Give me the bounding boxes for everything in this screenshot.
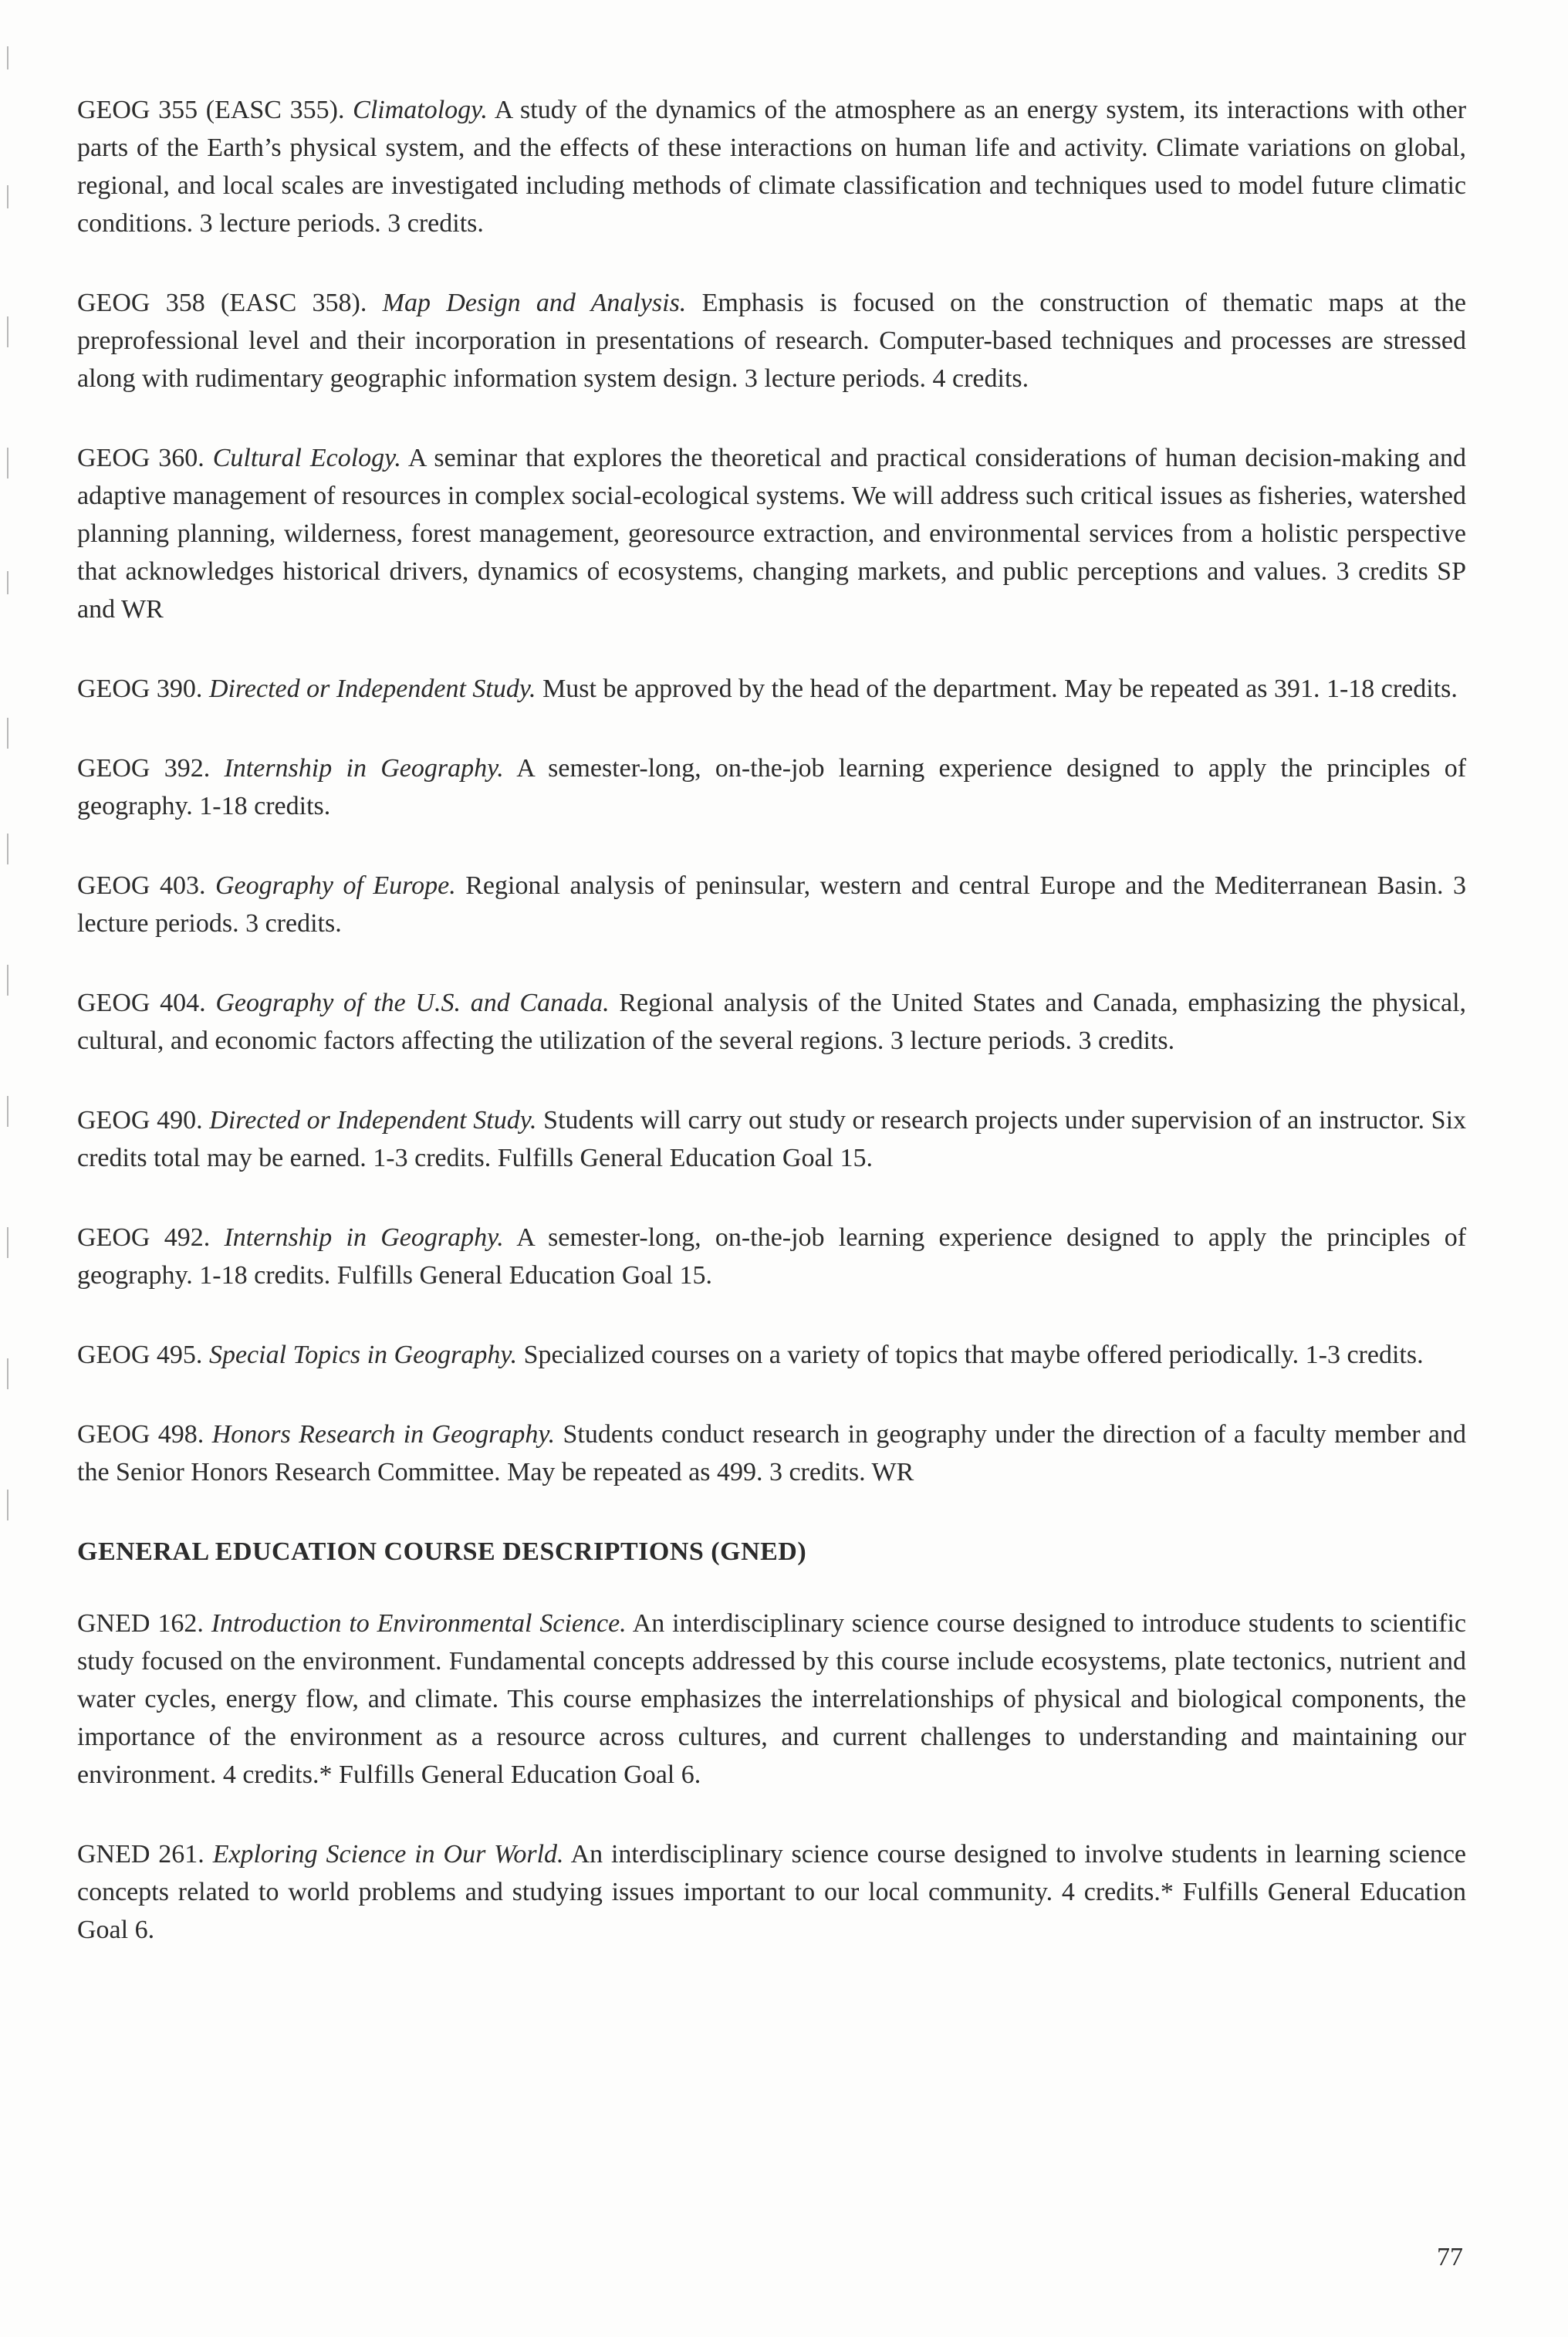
course-title: Climatology. xyxy=(353,96,488,124)
course-code: GEOG 404. xyxy=(77,989,206,1017)
course-description: Regional analysis of peninsular, western and central Europe and the Mediterranean Basin. 3 lecture periods. 3 credits. xyxy=(77,871,1467,938)
scan-edge-mark xyxy=(7,834,8,864)
course-description: Students conduct research in geography under the direction of a faculty member and the Senior Honors Research Committee. May be repeated as 499. 3 credits. WR xyxy=(77,1420,1467,1486)
course-title: Directed or Independent Study. xyxy=(209,1106,537,1135)
course-title: Geography of the U.S. and Canada. xyxy=(215,989,610,1017)
section-heading-gned: GENERAL EDUCATION COURSE DESCRIPTIONS (GNED) xyxy=(77,1537,807,1566)
course-title: Cultural Ecology. xyxy=(212,444,401,472)
course-entry-geog-358 xyxy=(77,284,1466,397)
course-entry-geog-390 xyxy=(77,670,1466,708)
course-code: GEOG 392. xyxy=(77,754,211,783)
course-entry-geog-355 xyxy=(77,91,1466,242)
scan-edge-mark xyxy=(7,316,8,347)
course-title: Map Design and Analysis. xyxy=(382,289,687,317)
course-code: GEOG 358 (EASC 358). xyxy=(77,289,367,317)
scan-edge-mark xyxy=(7,1096,8,1127)
course-description: Must be approved by the head of the department. May be repeated as 391. 1-18 credits. xyxy=(542,675,1458,703)
course-title: Exploring Science in Our World. xyxy=(212,1840,564,1869)
scan-edge-mark xyxy=(7,1490,8,1520)
course-title: Directed or Independent Study. xyxy=(208,675,536,703)
course-description: Emphasis is focused on the construction of thematic maps at the preprofessional level and their incorporation in presentations of research. Computer-based techniques and processes are stressed along with rudimentary geographic information system design. 3 lecture periods. 4 credits. xyxy=(77,289,1467,393)
course-entry-geog-490 xyxy=(77,1101,1466,1177)
course-description: An interdisciplinary science course designed to introduce students to scientific study focused on the environment. Fundamental concepts addressed by this course include ecosystems, plate tectonics, nutrient and water cycles, energy flow, and climate. This course emphasizes the interrelationships of physical and biological components, the importance of the environment as a resource across cultures, and current challenges to understanding and maintaining our environment. 4 credits.* Fulfills General Education Goal 6. xyxy=(77,1609,1467,1789)
course-entry-geog-498 xyxy=(77,1415,1466,1491)
course-code: GNED 261. xyxy=(77,1840,204,1869)
course-description: Regional analysis of the United States and Canada, emphasizing the physical, cultural, and economic factors affecting the utilization of the several regions. 3 lecture periods. 3 credits. xyxy=(77,989,1467,1055)
course-code: GEOG 492. xyxy=(77,1223,211,1252)
course-title: Introduction to Environmental Science. xyxy=(211,1609,627,1638)
course-description: A semester-long, on-the-job learning experience designed to apply the principles of geography. 1-18 credits. Fulfills General Education Goal 15. xyxy=(77,1223,1467,1290)
course-description: A study of the dynamics of the atmosphere as an energy system, its interactions with other parts of the Earth’s physical system, and the effects of these interactions on human life and activity. Climate variations on global, regional, and local scales are investigated including methods of climate classification and techniques used to model future climatic conditions. 3 lecture periods. 3 credits. xyxy=(77,96,1467,238)
course-code: GEOG 360. xyxy=(77,444,204,472)
course-description: A seminar that explores the theoretical and practical considerations of human decision-making and adaptive management of resources in complex social-ecological systems. We will address such critical issues as fisheries, watershed planning planning, wilderness, forest management, georesource extraction, and environmental services from a holistic perspective that acknowledges historical drivers, dynamics of ecosystems, changing markets, and public perceptions and values. 3 credits SP and WR xyxy=(77,444,1466,624)
course-title: Internship in Geography. xyxy=(224,754,504,783)
scan-edge-mark xyxy=(7,448,8,479)
scan-edge-mark xyxy=(7,1358,8,1389)
course-title: Special Topics in Geography. xyxy=(208,1341,518,1369)
course-code: GEOG 490. xyxy=(77,1106,203,1135)
course-entry-geog-392 xyxy=(77,749,1466,825)
scan-edge-mark xyxy=(7,46,8,69)
course-entry-gned-162 xyxy=(77,1605,1466,1794)
scan-edge-mark xyxy=(7,718,8,749)
scan-edge-mark xyxy=(7,1227,8,1258)
course-code: GEOG 498. xyxy=(77,1420,204,1449)
course-description: Specialized courses on a variety of topics that maybe offered periodically. 1-3 credits. xyxy=(523,1341,1424,1369)
course-title: Honors Research in Geography. xyxy=(211,1420,556,1449)
course-entry-geog-403 xyxy=(77,867,1466,942)
course-entry-geog-404 xyxy=(77,984,1466,1060)
course-description: A semester-long, on-the-job learning experience designed to apply the principles of geography. 1-18 credits. xyxy=(77,754,1467,820)
course-code: GEOG 495. xyxy=(77,1341,203,1369)
course-code: GNED 162. xyxy=(77,1609,204,1638)
course-code: GEOG 390. xyxy=(77,675,203,703)
course-description: An interdisciplinary science course designed to involve students in learning science concepts related to world problems and studying issues important to our local community. 4 credits.* Fulfills General Education Goal 6. xyxy=(77,1840,1467,1944)
scan-edge-mark xyxy=(7,965,8,996)
course-description: Students will carry out study or research projects under supervision of an instructor. Six credits total may be earned. 1-3 credits. Fulfills General Education Goal 15. xyxy=(77,1106,1467,1172)
course-code: GEOG 403. xyxy=(77,871,206,900)
page-number: 77 xyxy=(1437,2243,1463,2271)
scan-edge-mark xyxy=(7,571,8,594)
scan-edge-mark xyxy=(7,185,8,208)
course-entry-geog-492 xyxy=(77,1219,1466,1294)
course-entry-gned-261 xyxy=(77,1835,1466,1949)
course-code: GEOG 355 (EASC 355). xyxy=(77,96,345,124)
course-list xyxy=(77,91,1466,1990)
course-entry-geog-360 xyxy=(77,439,1466,628)
course-title: Geography of Europe. xyxy=(215,871,456,900)
course-title: Internship in Geography. xyxy=(224,1223,504,1252)
course-entry-geog-495 xyxy=(77,1336,1466,1374)
